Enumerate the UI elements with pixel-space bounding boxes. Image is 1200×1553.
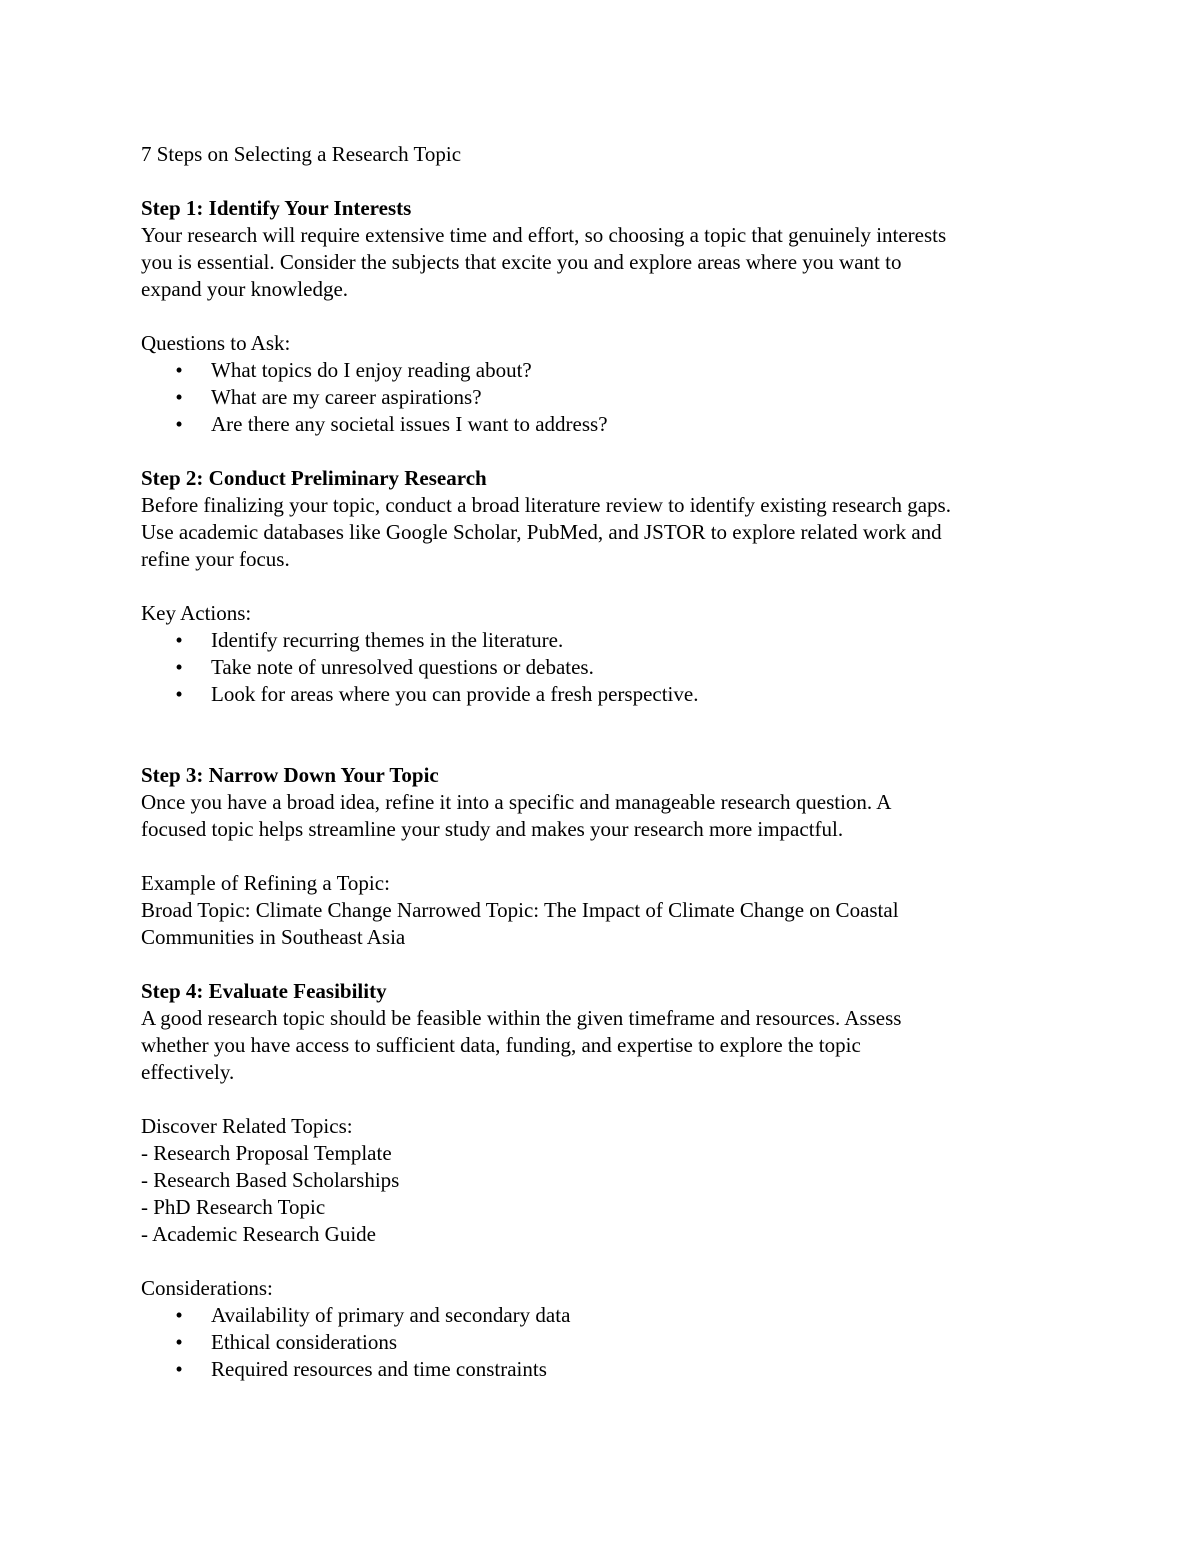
list-item-text: Take note of unresolved questions or debates.	[211, 655, 594, 679]
list-item-text: Ethical considerations	[211, 1330, 398, 1354]
bullet-icon: •	[175, 1330, 183, 1354]
bullet-icon: •	[175, 628, 183, 652]
step4-body-line: effectively.	[141, 1060, 235, 1084]
list-item-text: Required resources and time constraints	[211, 1357, 547, 1381]
list-item	[141, 384, 1061, 411]
related-topic-link[interactable]: - PhD Research Topic	[141, 1195, 326, 1219]
step1-bullet-list	[141, 357, 1061, 438]
step2-list-label: Key Actions:	[141, 601, 252, 625]
list-item	[141, 1302, 1061, 1329]
list-item	[141, 654, 1061, 681]
list-item	[141, 1356, 1061, 1383]
step3-example-label: Example of Refining a Topic:	[141, 871, 390, 895]
related-topic-link[interactable]: - Academic Research Guide	[141, 1222, 376, 1246]
step2-body-line: Before finalizing your topic, conduct a broad literature review to identify existing research gaps.	[141, 493, 951, 517]
spacer	[141, 573, 1061, 600]
step2-heading: Step 2: Conduct Preliminary Research	[141, 466, 487, 490]
list-item-text: Availability of primary and secondary data	[211, 1303, 571, 1327]
step4-list-label: Considerations:	[141, 1276, 273, 1300]
document-title: 7 Steps on Selecting a Research Topic	[141, 142, 462, 166]
step1-heading: Step 1: Identify Your Interests	[141, 196, 412, 220]
list-item-text: Are there any societal issues I want to address?	[211, 412, 608, 436]
spacer	[141, 1248, 1061, 1275]
step3-example-line: Communities in Southeast Asia	[141, 925, 406, 949]
bullet-icon: •	[175, 358, 183, 382]
spacer	[141, 1086, 1061, 1113]
step4-heading: Step 4: Evaluate Feasibility	[141, 979, 387, 1003]
bullet-icon: •	[175, 682, 183, 706]
related-topics-label: Discover Related Topics:	[141, 1114, 353, 1138]
list-item	[141, 1329, 1061, 1356]
related-topic-link[interactable]: - Research Proposal Template	[141, 1141, 392, 1165]
spacer	[141, 951, 1061, 978]
list-item-text: What topics do I enjoy reading about?	[211, 358, 532, 382]
list-item	[141, 411, 1061, 438]
list-item-text: Look for areas where you can provide a fresh perspective.	[211, 682, 699, 706]
step3-example-line: Broad Topic: Climate Change Narrowed Topic: The Impact of Climate Change on Coastal	[141, 898, 899, 922]
bullet-icon: •	[175, 412, 183, 436]
step2-body-line: Use academic databases like Google Scholar, PubMed, and JSTOR to explore related work and	[141, 520, 942, 544]
list-item-text: What are my career aspirations?	[211, 385, 482, 409]
bullet-icon: •	[175, 1303, 183, 1327]
step1-body-line: you is essential. Consider the subjects that excite you and explore areas where you want to	[141, 250, 902, 274]
spacer	[141, 708, 1061, 762]
document-page	[141, 141, 1061, 1383]
step4-bullet-list	[141, 1302, 1061, 1383]
step3-body-line: Once you have a broad idea, refine it into a specific and manageable research question. A	[141, 790, 892, 814]
step4-body-line: A good research topic should be feasible within the given timeframe and resources. Assess	[141, 1006, 902, 1030]
spacer	[141, 438, 1061, 465]
step1-list-label: Questions to Ask:	[141, 331, 291, 355]
step1-body-line: expand your knowledge.	[141, 277, 349, 301]
step3-body-line: focused topic helps streamline your study and makes your research more impactful.	[141, 817, 844, 841]
step3-heading: Step 3: Narrow Down Your Topic	[141, 763, 439, 787]
step2-bullet-list	[141, 627, 1061, 708]
bullet-icon: •	[175, 385, 183, 409]
list-item	[141, 681, 1061, 708]
bullet-icon: •	[175, 655, 183, 679]
step4-body-line: whether you have access to sufficient data, funding, and expertise to explore the topic	[141, 1033, 861, 1057]
bullet-icon: •	[175, 1357, 183, 1381]
related-topic-link[interactable]: - Research Based Scholarships	[141, 1168, 400, 1192]
spacer	[141, 303, 1061, 330]
spacer	[141, 843, 1061, 870]
list-item	[141, 357, 1061, 384]
step2-body-line: refine your focus.	[141, 547, 290, 571]
step1-body-line: Your research will require extensive time and effort, so choosing a topic that genuinely interests	[141, 223, 947, 247]
list-item	[141, 627, 1061, 654]
list-item-text: Identify recurring themes in the literature.	[211, 628, 564, 652]
spacer	[141, 168, 1061, 195]
